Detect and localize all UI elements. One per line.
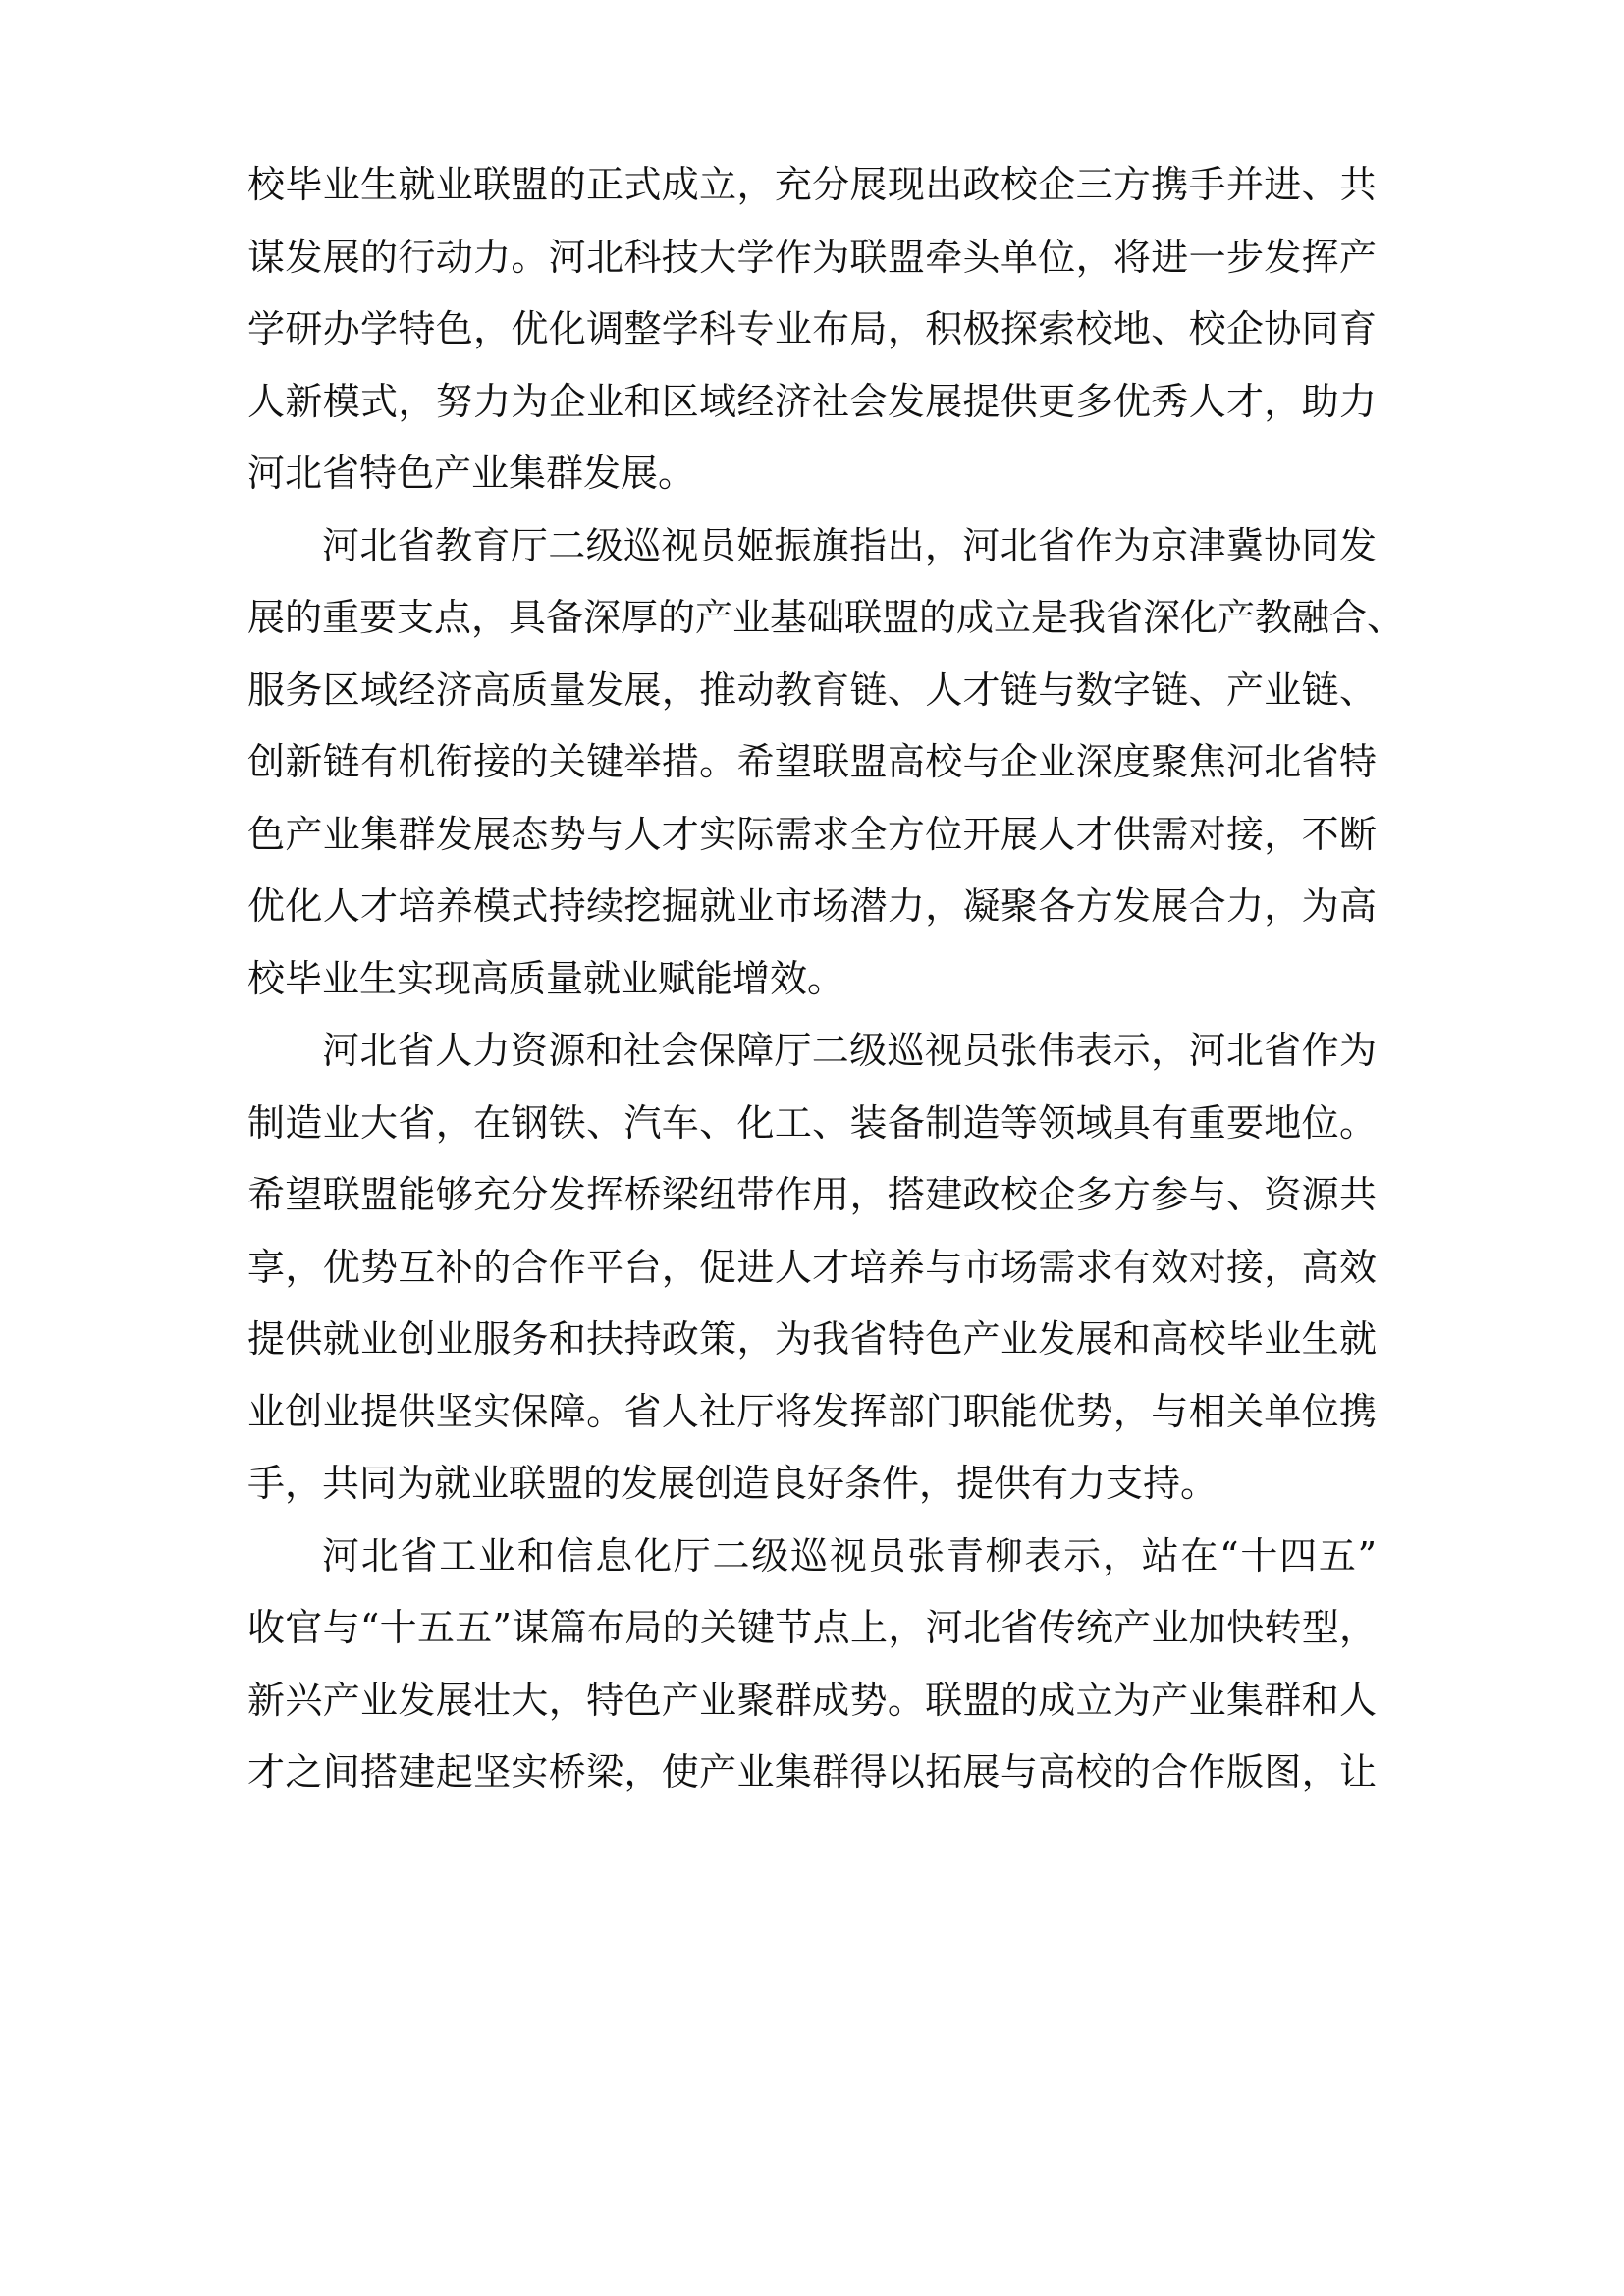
text-line: 享，优势互补的合作平台，促进人才培养与市场需求有效对接，高效 <box>247 1245 1377 1289</box>
text-line: 人新模式，努力为企业和区域经济社会发展提供更多优秀人才，助力 <box>247 379 1377 423</box>
text-line: 色产业集群发展态势与人才实际需求全方位开展人才供需对接，不断 <box>247 812 1377 856</box>
text-line: 河北省教育厅二级巡视员姬振旗指出，河北省作为京津冀协同发 <box>322 523 1377 567</box>
document-body <box>247 149 1405 1809</box>
text-line: 业创业提供坚实保障。省人社厅将发挥部门职能优势，与相关单位携 <box>247 1389 1377 1433</box>
text-line: 制造业大省，在钢铁、汽车、化工、装备制造等领域具有重要地位。 <box>247 1100 1377 1145</box>
text-line: 学研办学特色，优化调整学科专业布局，积极探索校地、校企协同育 <box>247 307 1377 350</box>
text-line: 收官与“十五五”谋篇布局的关键节点上，河北省传统产业加快转型， <box>247 1606 1377 1649</box>
paragraph-4 <box>247 1521 1377 1809</box>
text-line: 创新链有机衔接的关键举措。希望联盟高校与企业深度聚焦河北省特 <box>247 740 1377 783</box>
text-line: 校毕业生就业联盟的正式成立，充分展现出政校企三方携手并进、共 <box>247 163 1377 206</box>
paragraph-2 <box>247 510 1405 1016</box>
text-line: 校毕业生实现高质量就业赋能增效。 <box>247 956 845 1000</box>
text-line: 希望联盟能够充分发挥桥梁纽带作用，搭建政校企多方参与、资源共 <box>247 1173 1377 1216</box>
paragraph-1 <box>247 149 1377 510</box>
text-line: 河北省特色产业集群发展。 <box>247 452 696 495</box>
text-line: 河北省人力资源和社会保障厅二级巡视员张伟表示，河北省作为 <box>322 1029 1377 1072</box>
text-line: 谋发展的行动力。河北科技大学作为联盟牵头单位，将进一步发挥产 <box>247 235 1377 279</box>
text-line: 提供就业创业服务和扶持政策，为我省特色产业发展和高校毕业生就 <box>247 1317 1377 1361</box>
text-line: 新兴产业发展壮大，特色产业聚群成势。联盟的成立为产业集群和人 <box>247 1678 1377 1722</box>
text-line: 才之间搭建起坚实桥梁，使产业集群得以拓展与高校的合作版图，让 <box>247 1750 1377 1793</box>
text-line: 服务区域经济高质量发展，推动教育链、人才链与数字链、产业链、 <box>247 667 1377 712</box>
text-line: 优化人才培养模式持续挖掘就业市场潜力，凝聚各方发展合力，为高 <box>247 884 1377 928</box>
text-line: 展的重要支点，具备深厚的产业基础联盟的成立是我省深化产教融合、 <box>247 596 1405 639</box>
text-line: 手，共同为就业联盟的发展创造良好条件，提供有力支持。 <box>247 1462 1218 1505</box>
paragraph-3 <box>247 1015 1377 1521</box>
text-line: 河北省工业和信息化厅二级巡视员张青柳表示，站在“十四五” <box>322 1533 1377 1577</box>
